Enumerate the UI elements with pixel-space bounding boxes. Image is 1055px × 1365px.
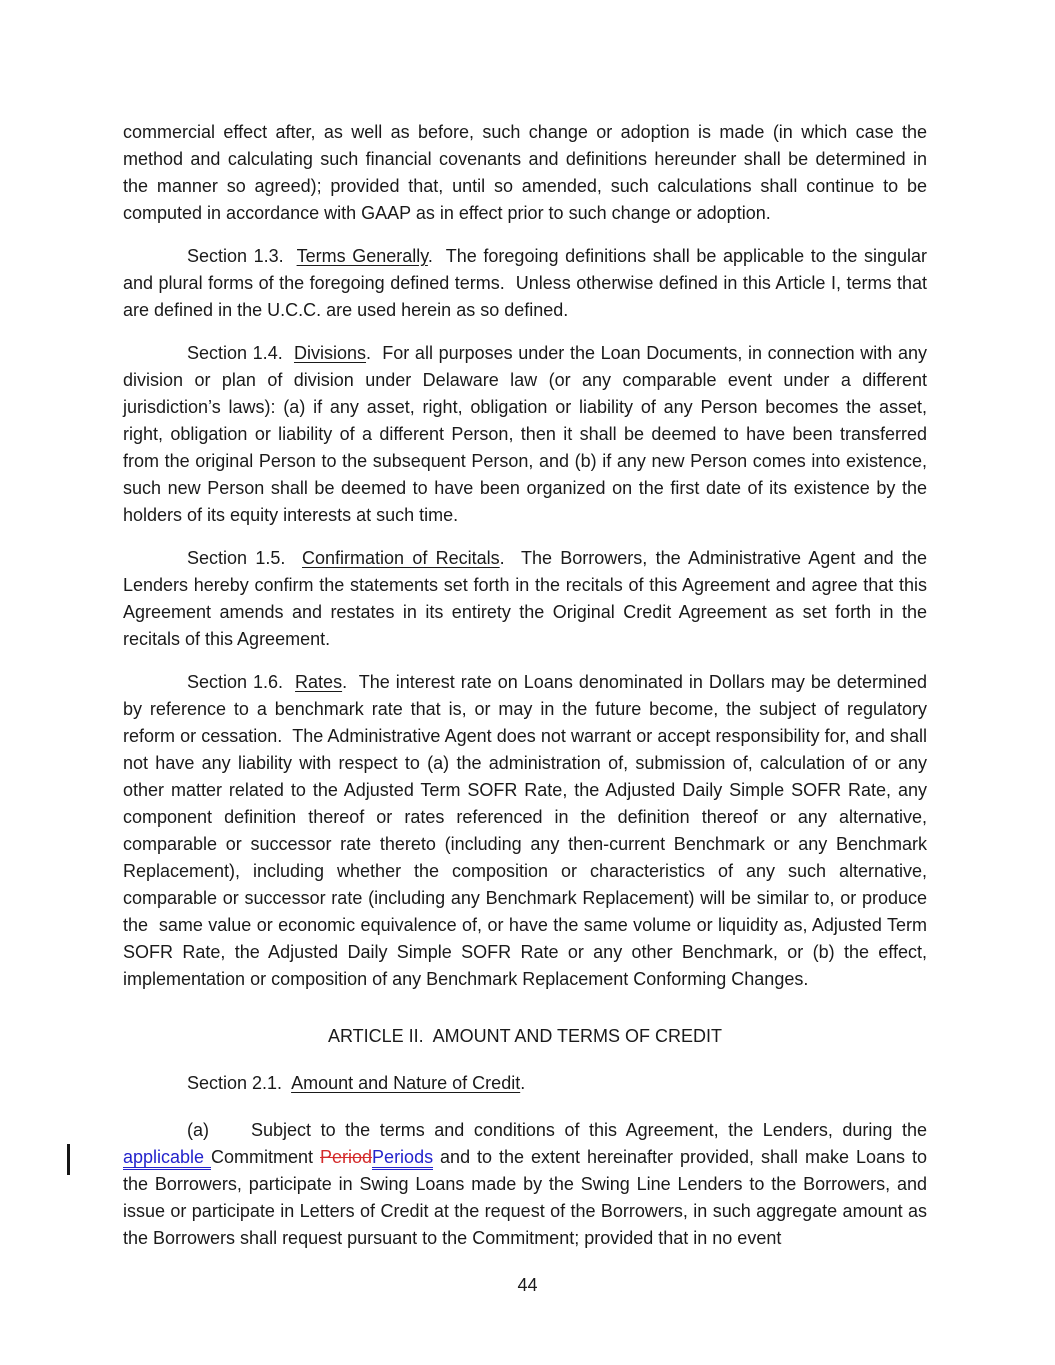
section-1-4-paragraph [123, 340, 927, 529]
insert-text: Periods [372, 1147, 433, 1170]
change-bar [67, 1144, 70, 1175]
text-run: Section 1.6. [187, 672, 296, 692]
text-run: Section 1.3. [187, 246, 297, 266]
text-run: . The Borrowers, the Administrative Agent and the Lenders hereby confirm the statements set forth in the recitals of this Agreement and agree that this Agreement amends and restates in its entirety the Original Credit Agreement as set forth in the recitals of this Agreement. [123, 548, 927, 649]
section-1-5-paragraph [123, 545, 927, 653]
underline-text: Terms Generally [296, 246, 428, 266]
text-run: Subject to the terms and conditions of this Agreement, the Lenders, during the [251, 1120, 927, 1140]
insert-text: applicable [123, 1147, 211, 1170]
text-run: commercial effect after, as well as before, such change or adoption is made (in which case the method and calculating such financial covenants and definitions hereunder shall be determined in the manner so agreed); provided that, until so amended, such calculations shall continue to be computed in accordance with GAAP as in effect prior to such change or adoption. [123, 122, 927, 223]
text-run: Section 1.4. [187, 343, 294, 363]
delete-text: Period [320, 1147, 373, 1167]
text-run: Commitment [211, 1147, 321, 1167]
text-run: ARTICLE II. AMOUNT AND TERMS OF CREDIT [327, 1026, 723, 1046]
text-run: . [520, 1073, 526, 1093]
underline-text: Rates [295, 672, 343, 692]
section-2-1-heading [123, 1070, 927, 1097]
text-run: . For all purposes under the Loan Documents, in connection with any division or plan of division under Delaware law (or any comparable event under a different jurisdiction’s laws): (a) if any asset, right, obligation or liability of any Person becomes the asset, right, obligation or liability of a different Person, then it shall be deemed to have been transferred from the original Person to the subsequent Person, and (b) if any new Person comes into existence, such new Person shall be deemed to have been organized on the first date of its existence by the holders of its equity interests at such time. [123, 343, 927, 525]
text-run: and to the extent hereinafter provided, shall make Loans to the Borrowers, participate in Swing Loans made by the Swing Line Lenders to the Borrowers, and issue or participate in Letters of Credit at the request of the Borrowers, in such aggregate amount as the Borrowers shall request pursuant to the Commitment; provided that in no event [123, 1147, 928, 1248]
paragraph-2-1-a [123, 1117, 927, 1252]
document-body [123, 119, 927, 1252]
text-run: Section 1.5. [187, 548, 302, 568]
page-number: 44 [517, 1275, 538, 1295]
underline-text: Confirmation of Recitals [301, 548, 500, 568]
section-1-6-paragraph [123, 669, 927, 993]
underline-text: Divisions [293, 343, 367, 363]
text-run: . The foregoing definitions shall be applicable to the singular and plural forms of the foregoing defined terms. Unless otherwise defined in this Article I, terms that are defined in the U.C.C. are used herein as so defined. [123, 246, 927, 320]
text-run: . The interest rate on Loans denominated in Dollars may be determined by reference to a benchmark rate that is, or may in the future become, the subject of regulatory reform or cessation. The Administrative Agent does not warrant or accept responsibility for, and shall not have any liability with respect to (a) the administration of, submission of, calculation of or any other matter related to the Adjusted Term SOFR Rate, the Adjusted Daily Simple SOFR Rate, any component definition thereof or rates referenced in the definition thereof or any alternative, comparable or successor rate thereto (including any then-current Benchmark or any Benchmark Replacement), including whether the composition or characteristics of any such alternative, comparable or successor rate (including any Benchmark Replacement) will be similar to, or produce the same value or economic equivalence of, or have the same volume or liquidity as, Adjusted Term SOFR Rate, the Adjusted Daily Simple SOFR Rate or any other Benchmark, or (b) the effect, implementation or composition of any Benchmark Replacement Conforming Changes. [123, 672, 927, 989]
underline-text: Amount and Nature of Credit [291, 1073, 521, 1093]
continuation-paragraph [123, 119, 927, 227]
text-run: Section 2.1. [187, 1073, 292, 1093]
text-run: (a) [187, 1120, 209, 1140]
article-ii-heading [123, 1023, 927, 1050]
section-1-3-paragraph [123, 243, 927, 324]
